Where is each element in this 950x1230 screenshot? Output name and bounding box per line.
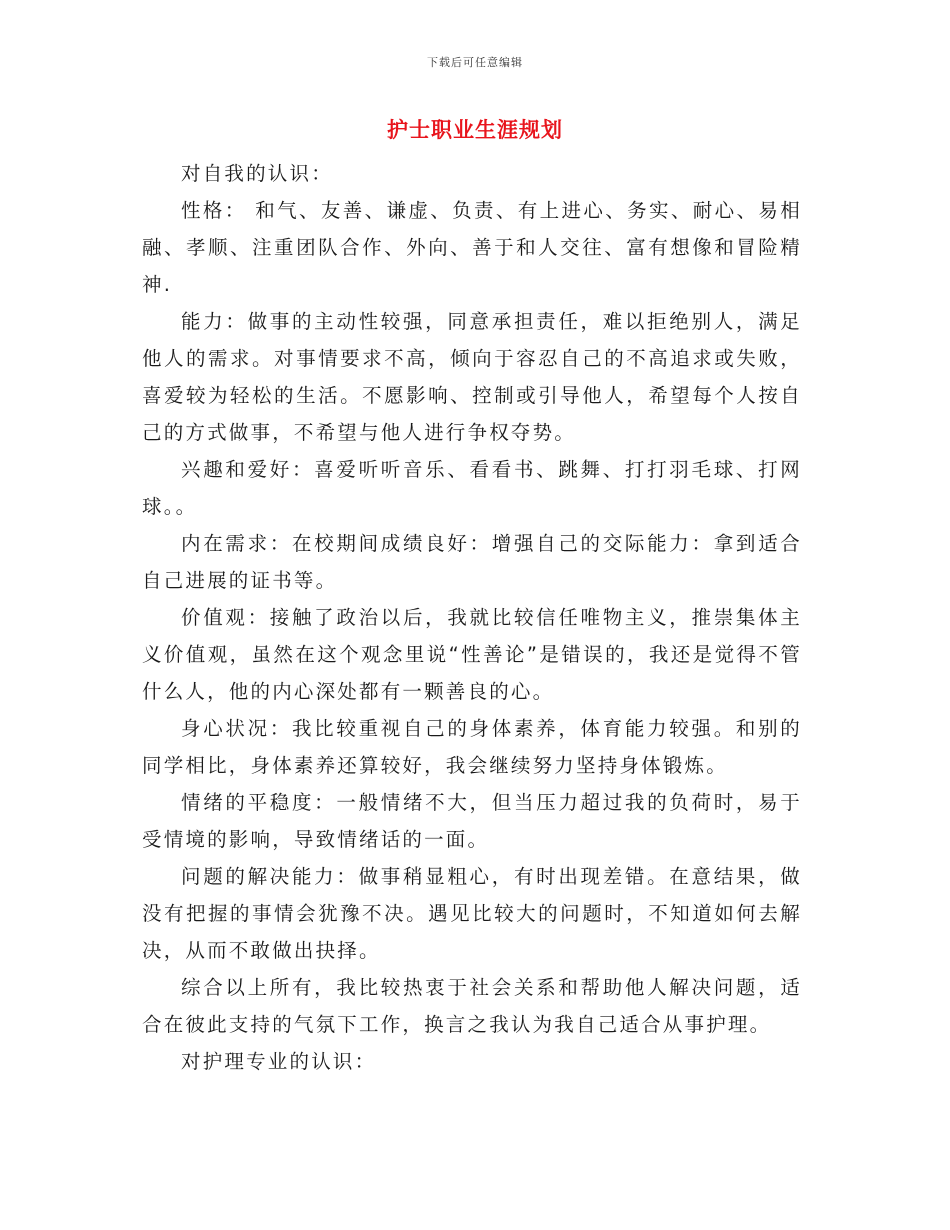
- paragraph-personality: 性格： 和气、友善、谦虚、负责、有上进心、务实、耐心、易相融、孝顺、注重团队合作、外向、善于和人交往、富有想像和冒险精神.: [142, 199, 802, 296]
- paragraph-hobbies: 兴趣和爱好：喜爱听听音乐、看看书、跳舞、打打羽毛球、打网球。。: [142, 458, 802, 518]
- header-note: 下载后可任意编辑: [427, 56, 523, 69]
- paragraph-health: 身心状况：我比较重视自己的身体素养，体育能力较强。和别的同学相比，身体素养还算较好，我会继续努力坚持身体锻炼。: [142, 717, 802, 777]
- paragraph-problem-solving: 问题的解决能力：做事稍显粗心，有时出现差错。在意结果，做没有把握的事情会犹豫不决。遇见比较大的问题时，不知道如何去解决，从而不敢做出抉择。: [142, 865, 802, 962]
- paragraph-emotional-stability: 情绪的平稳度：一般情绪不大，但当压力超过我的负荷时，易于受情境的影响，导致情绪话的一面。: [142, 791, 802, 851]
- paragraph-summary: 综合以上所有，我比较热衷于社会关系和帮助他人解决问题，适合在彼此支持的气氛下工作，换言之我认为我自己适合从事护理。: [142, 976, 802, 1036]
- paragraph-values: 价值观：接触了政治以后，我就比较信任唯物主义，推崇集体主义价值观，虽然在这个观念里说“性善论”是错误的，我还是觉得不管什么人，他的内心深处都有一颗善良的心。: [142, 606, 802, 703]
- paragraph-nursing-awareness: 对护理专业的认识：: [181, 1050, 377, 1073]
- paragraph-self-awareness: 对自我的认识：: [181, 162, 333, 185]
- paragraph-inner-needs: 内在需求：在校期间成绩良好：增强自己的交际能力：拿到适合自己进展的证书等。: [142, 532, 802, 592]
- document-body: [142, 155, 802, 1080]
- document-title: 护士职业生涯规划: [387, 118, 563, 142]
- paragraph-ability: 能力：做事的主动性较强，同意承担责任，难以拒绝别人，满足他人的需求。对事情要求不高，倾向于容忍自己的不高追求或失败，喜爱较为轻松的生活。不愿影响、控制或引导他人，希望每个人按自己的方式做事，不希望与他人进行争权夺势。: [142, 310, 802, 444]
